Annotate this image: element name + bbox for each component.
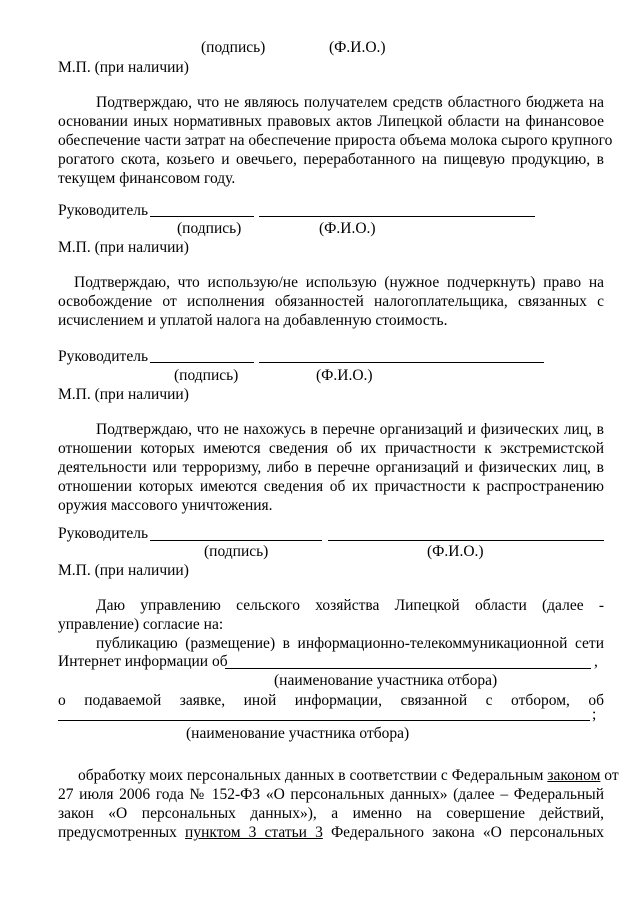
fio-caption: (Ф.И.О.) bbox=[427, 543, 484, 560]
text-line: Подтверждаю, что не нахожусь в перечне организаций и физических лиц, в bbox=[96, 421, 604, 438]
text-line: обеспечение части затрат на обеспечение прироста объема молока сырого крупного bbox=[58, 132, 613, 149]
text-line: рогатого скота, козьего и овечьего, переработанного на пищевую продукцию, в bbox=[58, 151, 604, 168]
head-label: Руководитель bbox=[58, 525, 149, 542]
head-label: Руководитель bbox=[58, 348, 149, 365]
text-line: о подаваемой заявке, иной информации, связанной с отбором, об bbox=[58, 692, 604, 709]
comma: , bbox=[594, 653, 598, 670]
signature-line bbox=[150, 540, 322, 541]
text-line: Подтверждаю, что не являюсь получателем средств областного бюджета на bbox=[96, 94, 604, 111]
stamp-note: М.П. (при наличии) bbox=[58, 239, 189, 256]
text-line: управление) согласие на: bbox=[58, 616, 224, 633]
article-link[interactable]: пунктом 3 статьи 3 bbox=[185, 824, 323, 841]
signature-caption: (подпись) bbox=[204, 543, 269, 560]
participant-name-line bbox=[58, 720, 590, 721]
fio-caption: (Ф.И.О.) bbox=[329, 39, 386, 56]
consent-publication-paragraph bbox=[58, 634, 604, 653]
fio-line bbox=[259, 362, 544, 363]
law-link[interactable]: законом bbox=[547, 767, 601, 784]
semicolon: ; bbox=[592, 706, 597, 723]
fio-line bbox=[328, 540, 604, 541]
head-label: Руководитель bbox=[58, 202, 149, 219]
fio-caption: (Ф.И.О.) bbox=[319, 220, 376, 237]
text-line: 27 июля 2006 года № 152-ФЗ «О персональных данных» (далее – Федеральный bbox=[58, 786, 604, 803]
text-line: исчислением и уплатой налога на добавленную стоимость. bbox=[58, 312, 448, 329]
text-line: Подтверждаю, что использую/не использую (нужное подчеркнуть) право на bbox=[74, 274, 604, 291]
stamp-note: М.П. (при наличии) bbox=[58, 386, 189, 403]
participant-name-line bbox=[225, 668, 591, 669]
text-line: Даю управлению сельского хозяйства Липецкой области (далее - bbox=[96, 597, 604, 614]
text-line: деятельности или терроризму, либо в перечне организаций и физических лиц, в bbox=[58, 459, 604, 476]
vat-exemption-paragraph bbox=[58, 273, 604, 330]
text-line: обработку моих персональных данных в соответствии с Федеральным законом от bbox=[78, 767, 619, 784]
text-line: закон «О персональных данных»), а именно на совершение действий, bbox=[58, 805, 604, 822]
participant-name-caption: (наименование участника отбора) bbox=[274, 672, 498, 689]
consent-paragraph bbox=[58, 596, 604, 634]
stamp-note: М.П. (при наличии) bbox=[58, 562, 189, 579]
text-line: текущем финансовом году. bbox=[58, 170, 236, 187]
personal-data-paragraph bbox=[58, 766, 619, 842]
consent-application-paragraph bbox=[58, 691, 604, 710]
text-line: предусмотренных пунктом 3 статьи 3 Федерального закона «О персональных bbox=[58, 824, 605, 841]
internet-info-label: Интернет информации об bbox=[58, 653, 228, 670]
stamp-note: М.П. (при наличии) bbox=[58, 59, 189, 76]
extremism-list-paragraph bbox=[58, 420, 604, 515]
text-line: освобождение от исполнения обязанностей налогоплательщика, связанных с bbox=[58, 293, 604, 310]
fio-caption: (Ф.И.О.) bbox=[316, 367, 373, 384]
fio-line bbox=[259, 216, 535, 217]
text-line: оружия массового уничтожения. bbox=[58, 497, 273, 514]
text-line: отношении которых имеются сведения об их причастности к распространению bbox=[58, 478, 604, 495]
signature-caption: (подпись) bbox=[174, 367, 239, 384]
signature-line bbox=[150, 216, 254, 217]
text-line: основании иных нормативных правовых актов Липецкой области на финансовое bbox=[58, 113, 604, 130]
confirmation-budget-paragraph bbox=[58, 93, 613, 188]
signature-line bbox=[150, 362, 254, 363]
text-line: отношении которых имеются сведения об их причастности к экстремистской bbox=[58, 440, 604, 457]
signature-caption: (подпись) bbox=[177, 220, 242, 237]
text-line: публикацию (размещение) в информационно-телекоммуникационной сети bbox=[96, 635, 604, 652]
signature-caption: (подпись) bbox=[201, 39, 266, 56]
participant-name-caption: (наименование участника отбора) bbox=[186, 725, 410, 742]
